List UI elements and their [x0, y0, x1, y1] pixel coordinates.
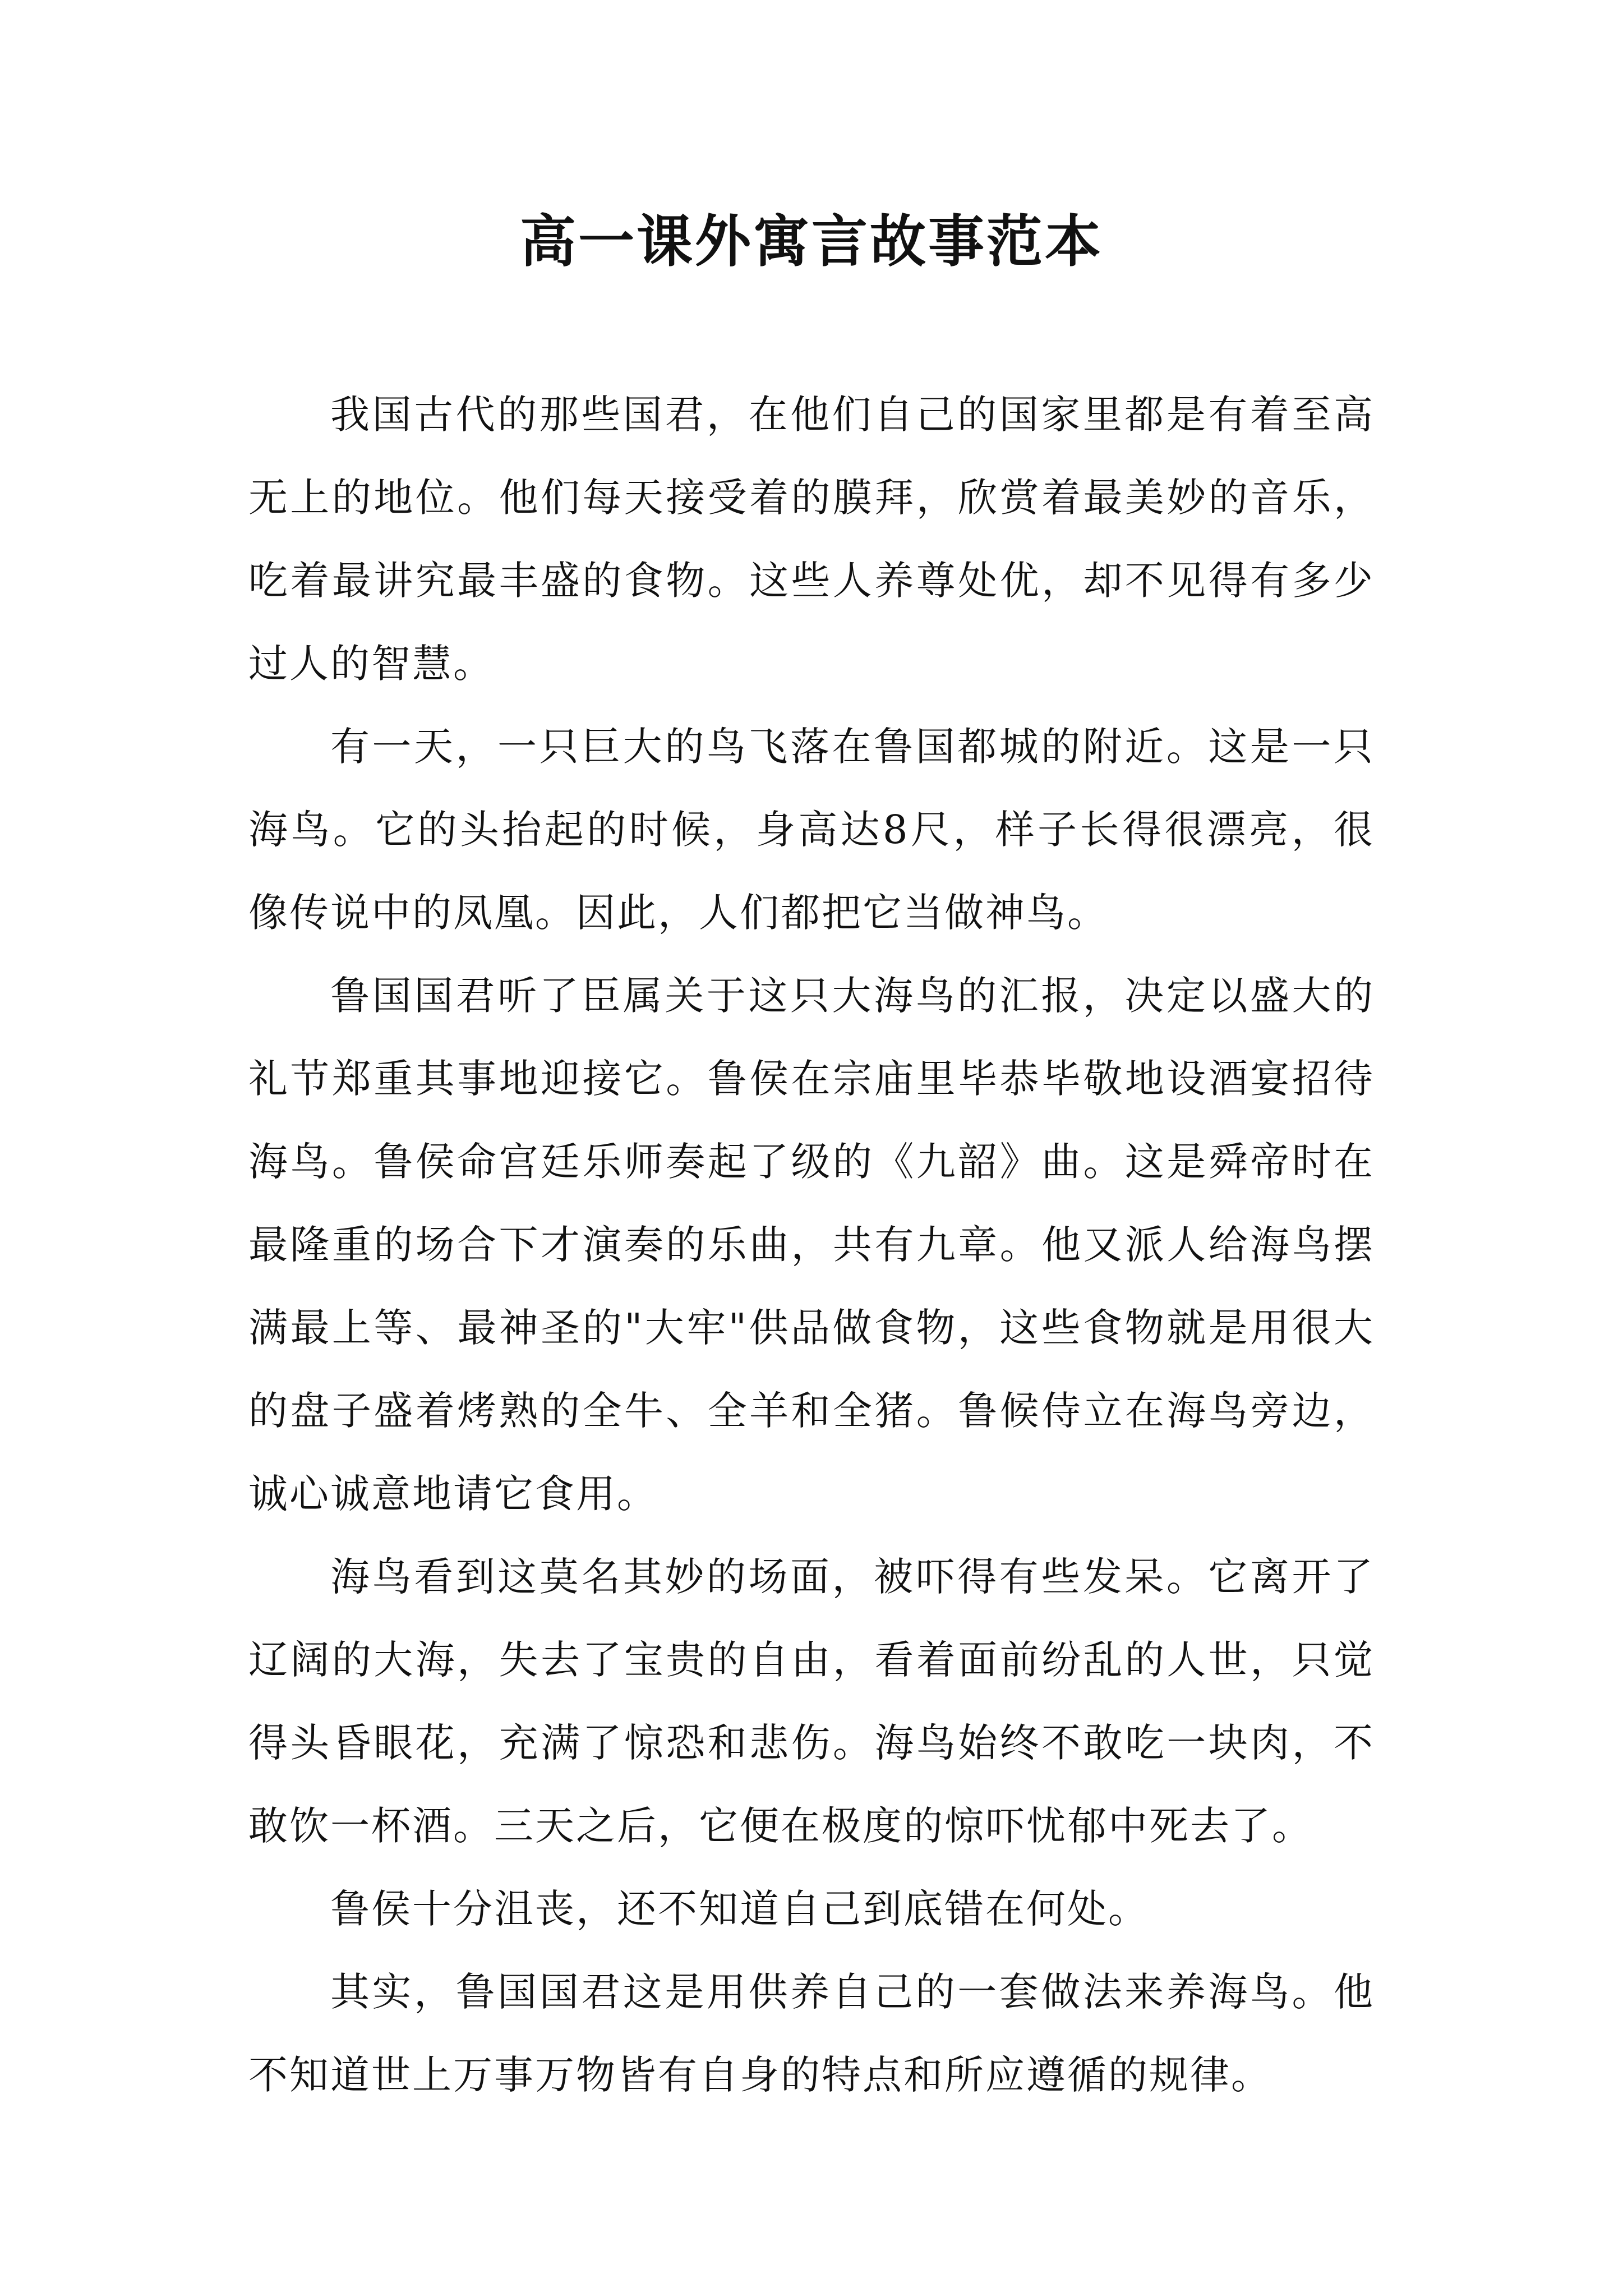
paragraph-4: 海鸟看到这莫名其妙的场面，被吓得有些发呆。它离开了辽阔的大海，失去了宝贵的自由，看着面前纷乱的人世，只觉得头昏眼花，充满了惊恐和悲伤。海鸟始终不敢吃一块肉，不敢饮一杯酒。三天之后，它便在极度的惊吓忧郁中死去了。: [248, 1554, 1375, 1849]
paragraph-3: 鲁国国君听了臣属关于这只大海鸟的汇报，决定以盛大的礼节郑重其事地迎接它。鲁侯在宗庙里毕恭毕敬地设酒宴招待海鸟。鲁侯命宫廷乐师奏起了级的《九韶》曲。这是舜帝时在最隆重的场合下才演奏的乐曲，共有九章。他又派人给海鸟摆满最上等、最神圣的"大牢"供品做食物，这些食物就是用很大的盘子盛着烤熟的全牛、全羊和全猪。鲁候侍立在海鸟旁边，诚心诚意地请它食用。: [248, 973, 1375, 1517]
paragraph-5: 鲁侯十分沮丧，还不知道自己到底错在何处。: [330, 1886, 1149, 1932]
paragraph-1: 我国古代的那些国君，在他们自己的国家里都是有着至高无上的地位。他们每天接受着的膜拜，欣赏着最美妙的音乐，吃着最讲究最丰盛的食物。这些人养尊处优，却不见得有多少过人的智慧。: [248, 392, 1375, 687]
document-title: 高一课外寓言故事范本: [520, 208, 1103, 274]
paragraph-2: 有一天，一只巨大的鸟飞落在鲁国都城的附近。这是一只海鸟。它的头抬起的时候，身高达8尺，样子长得很漂亮，很像传说中的凤凰。因此，人们都把它当做神鸟。: [248, 724, 1375, 936]
paragraph-6: 其实，鲁国国君这是用供养自己的一套做法来养海鸟。他不知道世上万事万物皆有自身的特点和所应遵循的规律。: [248, 1969, 1375, 2098]
document-body: [248, 373, 1375, 2116]
